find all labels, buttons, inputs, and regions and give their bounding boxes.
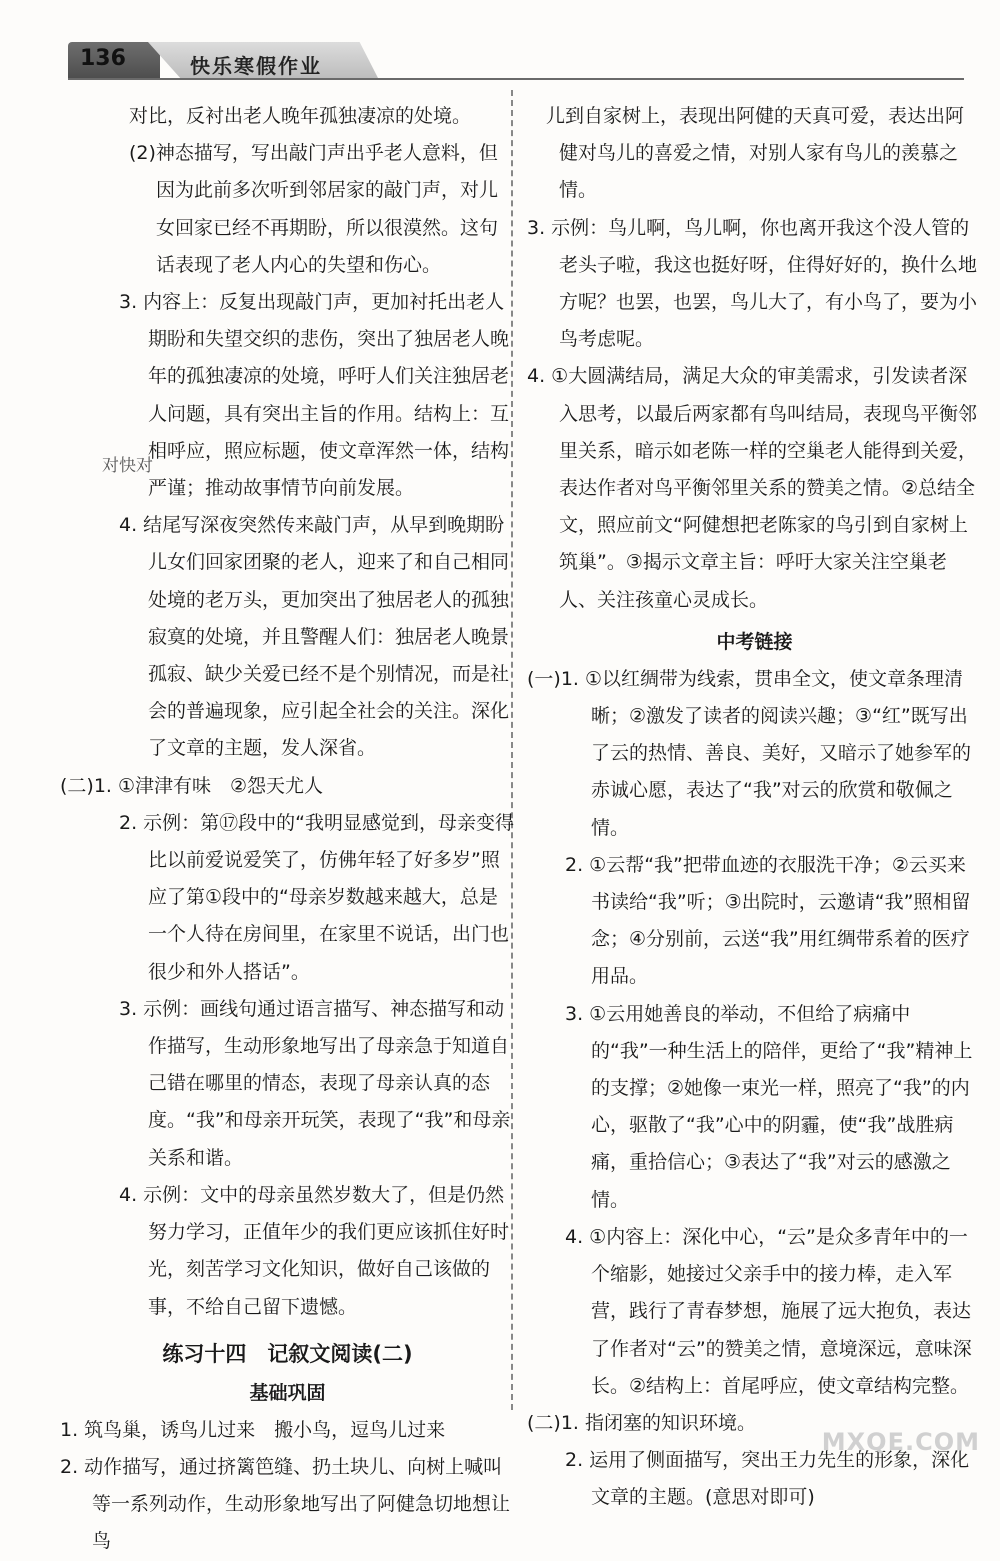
answer-paragraph: (二)1. 指闭塞的知识环境。 [527, 1411, 756, 1434]
page-header [0, 0, 1000, 95]
answer-paragraph: 2. 动作描写，通过挤篱笆缝、扔土块儿、向树上喊叫等一系列动作，生动形象地写出了阿健急切地想让鸟 [60, 1455, 511, 1553]
right-answers [527, 98, 982, 619]
answer-paragraph: 3. 内容上：反复出现敲门声，更加衬托出老人期盼和失望交织的悲伤，突出了独居老人晚年的孤独凄凉的处境，呼吁人们关注独居老人问题，具有突出主旨的作用。结构上：互相呼应，照应标题，使文章浑然一体，结构严谨；推动故事情节向前发展。 [119, 291, 510, 500]
answer-paragraph: (二)1. ①津津有味 ②怨天尤人 [60, 774, 324, 797]
answer-paragraph: 2. 运用了侧面描写，突出王力先生的形象，深化文章的主题。(意思对即可) [565, 1449, 970, 1509]
answer-paragraph: 对比，反衬出老人晚年孤独凄凉的处境。 [129, 105, 472, 127]
left-answers [60, 98, 515, 1326]
answer-paragraph: 儿到自家树上，表现出阿健的天真可爱，表达出阿健对鸟儿的喜爱之情，对别人家有鸟儿的羡慕之情。 [527, 105, 965, 202]
answer-paragraph: 3. 示例：画线句通过语言描写、神态描写和动作描写，生动形象地写出了母亲急于知道自己错在哪里的情态，表现了母亲认真的态度。“我”和母亲开玩笑，表现了“我”和母亲关系和谐。 [119, 997, 511, 1169]
answer-paragraph: 4. 示例：文中的母亲虽然岁数大了，但是仍然努力学习，正值年少的我们更应该抓住好时光，刻苦学习文化知识，做好自己该做的事，不给自己留下遗憾。 [119, 1183, 510, 1318]
left-answers-2 [60, 1412, 515, 1561]
answer-paragraph: 2. ①云帮“我”把带血迹的衣服洗干净；②云买来书读给“我”听；③出院时，云邀请“我”照相留念；④分别前，云送“我”用红绸带系着的医疗用品。 [565, 853, 971, 988]
right-column [527, 98, 982, 1517]
book-title: 快乐寒假作业 [190, 54, 322, 78]
answer-paragraph: 4. ①大圆满结局，满足大众的审美需求，引发读者深入思考，以最后两家都有鸟叫结局，表现鸟平衡邻里关系，暗示如老陈一样的空巢老人能得到关爱，表达作者对鸟平衡邻里关系的赞美之情。②总结全文，照应前文“阿健想把老陈家的鸟引到自家树上筑巢”。③揭示文章主旨：呼吁大家关注空巢老人、关注孩童心灵成长。 [527, 365, 978, 611]
exam-link-title: 中考链接 [716, 630, 793, 653]
answer-paragraph: 4. 结尾写深夜突然传来敲门声，从早到晚期盼儿女们回家团聚的老人，迎来了和自己相同处境的老万头，更加突出了独居老人的孤独寂寞的处境，并且警醒人们：独居老人晚景孤寂、缺少关爱已经不是个别情况，而是社会的普遍现象，应引起全社会的关注。深化了文章的主题，发人深省。 [119, 514, 510, 760]
answer-paragraph: 4. ①内容上：深化中心，“云”是众多青年中的一个缩影，她接过父亲手中的接力棒，走入军营，践行了青春梦想，施展了远大抱负，表达了作者对“云”的赞美之情，意境深远，意味深长。②结构上：首尾呼应，使文章结构完整。 [565, 1225, 972, 1397]
right-answers-2 [527, 661, 982, 1517]
page-number: 136 [80, 46, 126, 71]
answer-paragraph: (2)神态描写，写出敲门声出乎老人意料，但因为此前多次听到邻居家的敲门声，对儿女回家已经不再期盼，所以很漠然。这句话表现了老人内心的失望和伤心。 [129, 142, 499, 276]
left-column [60, 98, 515, 1561]
answer-paragraph: 2. 示例：第⑰段中的“我明显感觉到，母亲变得比以前爱说爱笑了，仿佛年轻了好多岁”照应了第①段中的“母亲岁数越来越大，总是一个人待在房间里，在家里不说话，出门也很少和外人搭话”。 [119, 811, 515, 983]
answer-paragraph: 3. 示例：鸟儿啊，鸟儿啊，你也离开我这个没人管的老头子啦，我这也挺好呀，住得好好的，换什么地方呢？也罢，也罢，鸟儿大了，有小鸟了，要为小鸟考虑呢。 [527, 216, 978, 351]
header-rule [68, 78, 964, 80]
answer-paragraph: (一)1. ①以红绸带为线索，贯串全文，使文章条理清晰；②激发了读者的阅读兴趣；③“红”既写出了云的热情、善良、美好，又暗示了她参军的赤诚心愿，表达了“我”对云的欣赏和敬佩之情。 [527, 667, 972, 839]
answer-paragraph: 3. ①云用她善良的举动，不但给了病痛中的“我”一种生活上的陪伴，更给了“我”精神上的支撑；②她像一束光一样，照亮了“我”的内心，驱散了“我”心中的阴霾，使“我”战胜病痛，重拾信心；③表达了“我”对云的感激之情。 [565, 1002, 973, 1211]
watermark-logo: MXQE.COM [821, 1428, 980, 1456]
subsection-title: 基础巩固 [249, 1381, 326, 1404]
margin-note: 对快对 [102, 456, 153, 476]
section-title: 练习十四 记叙文阅读(二) [162, 1341, 413, 1366]
answer-paragraph: 1. 筑鸟巢，诱鸟儿过来 搬小鸟，逗鸟儿过来 [60, 1418, 446, 1441]
